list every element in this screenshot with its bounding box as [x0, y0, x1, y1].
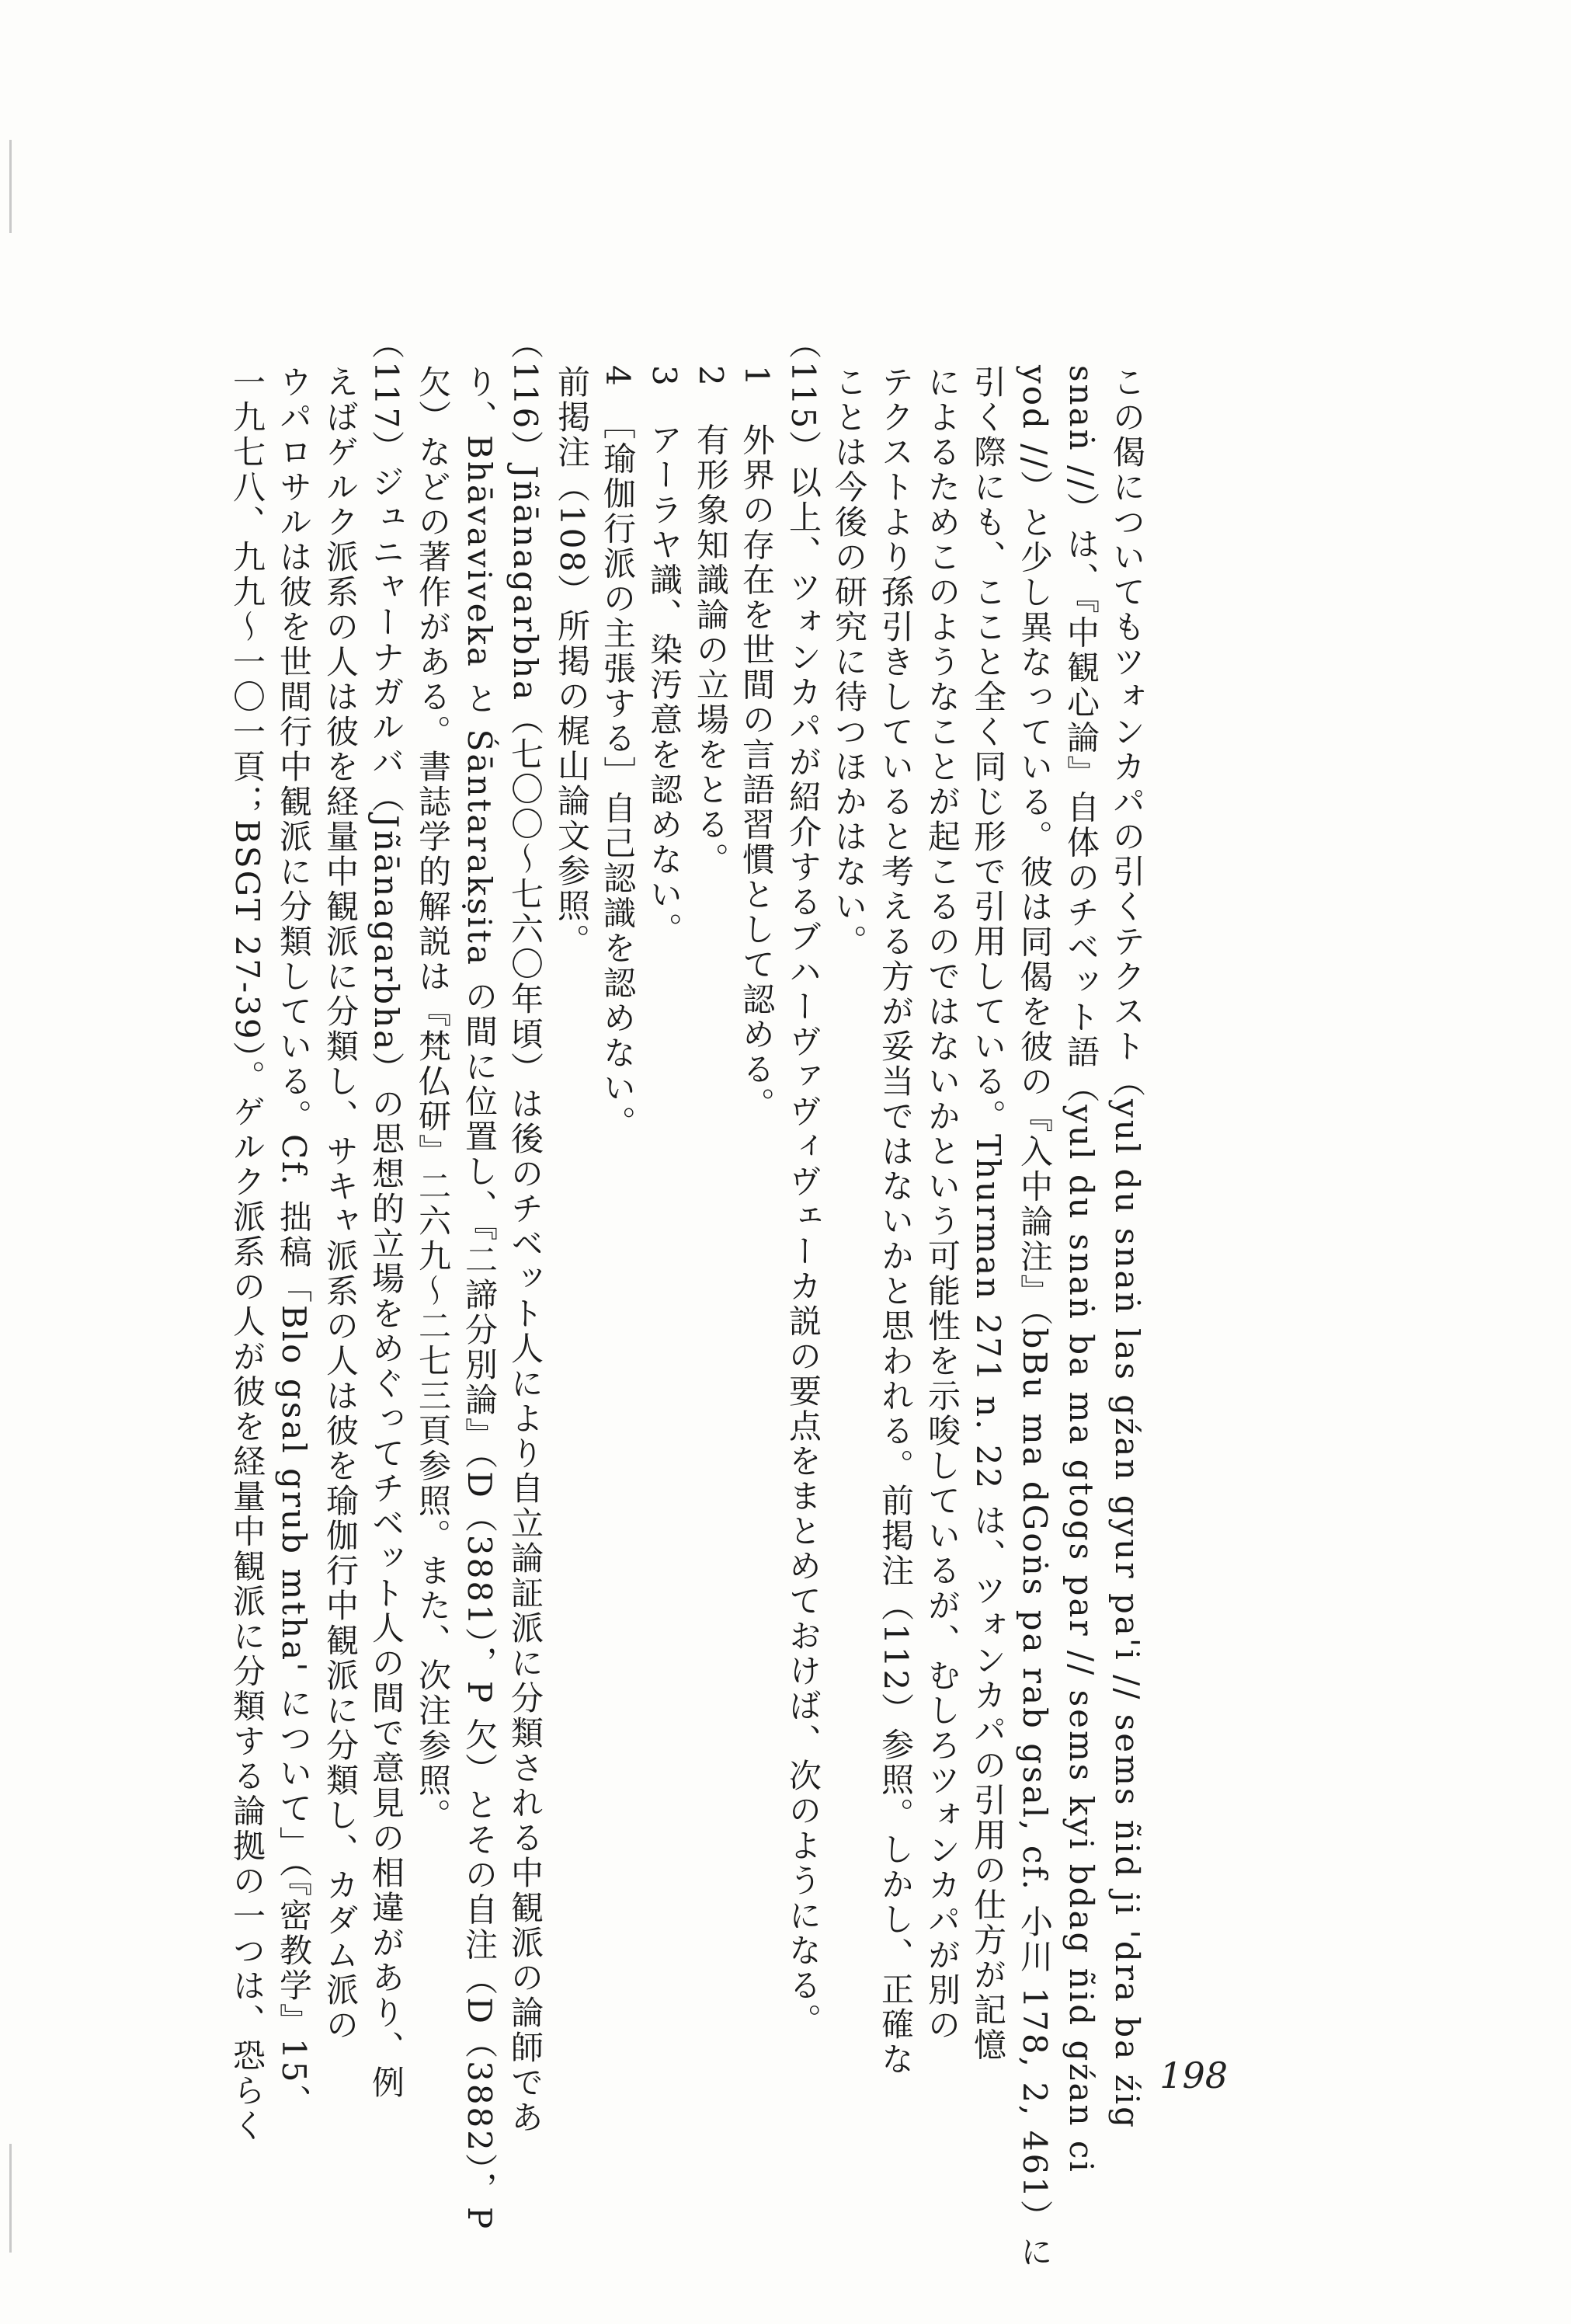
text-line: 引く際にも、ここと全く同じ形で引用している。Thurman 271 n. 22 は、ツォンカパの引用の仕方が記憶: [969, 365, 1007, 2063]
text-line: テクストより孫引きしていると考える方が妥当ではないかと思われる。前掲注（112）参照。しかし、正確な: [877, 365, 915, 2078]
text-line: 一九七八、九九～一〇一頁；BSGT 27-39）。ゲルク派系の人が彼を経量中観派に分類する論拠の一つは、恐らく: [228, 365, 266, 2144]
text-line: によるためこのようなことが起こるのではないかという可能性を示唆しているが、むしろツォンカパが別の: [923, 365, 961, 2043]
text-line: snaṅ //）は、『中観心論』自体のチベット語（yul du snaṅ ba ma gtogs par // sems kyi bdag ñid gźan ci: [1062, 365, 1100, 2174]
text-line: この偈についてもツォンカパの引くテクスト（yul du snaṅ las gźan gyur pa'i // sems ñid ji 'dra ba źig: [1108, 365, 1146, 2131]
text-line: えばゲルク派系の人は彼を経量中観派に分類し、サキャ派系の人は彼を瑜伽行中観派に分類し、カダム派の: [321, 365, 360, 2043]
list-item-4: 4 ［瑜伽行派の主張する］自己認識を認めない。: [599, 365, 637, 1141]
text-line: ことは今後の研究に待つほかはない。: [830, 365, 868, 959]
text-line: yod //）と少し異なっている。彼は同偈を彼の『入中論注』（bBu ma dGoṅs pa rab gsal, cf. 小川 178, 2, 461）に: [1016, 365, 1054, 2270]
footnote-116: （116）Jñānagarbha（七〇〇～七六〇年頃）は後のチベット人により自立論証派に分類される中観派の論師であ: [506, 326, 544, 2136]
list-item-2: 2 有形象知識論の立場をとる。: [692, 365, 730, 878]
text-line: ウパロサルは彼を世間行中観派に分類している。Cf. 拙稿「Blo gsal grub mtha' について」（『密教学』15、: [275, 365, 313, 2120]
text-line: り、Bhāvaviveka と Śāntarakṣita の間に位置し、『二諦分別論』（D（3881），P 欠）とその自注（D（3882），P: [461, 365, 499, 2232]
scan-edge-mark: [9, 140, 12, 233]
footnote-117: （117）ジュニャーナガルバ（Jñānagarbha）の思想的立場をめぐってチベット人の間で意見の相違があり、例: [367, 326, 405, 2101]
text-line: 欠）などの著作がある。書誌学的解説は『梵仏研』二六九～二七三頁参照。また、次注参照。: [414, 365, 452, 1833]
scan-edge-mark: [9, 2144, 12, 2253]
footnote-115: （115）以上、ツォンカパが紹介するブハーヴァヴィヴェーカ説の要点をまとめておけば、次のようになる。: [784, 326, 822, 2039]
page-number: 198: [1159, 2054, 1228, 2096]
list-item-3: 3 アーラヤ識、染汚意を認めない。: [645, 365, 683, 948]
list-item-1: 1 外界の存在を世間の言語習慣として認める。: [738, 365, 776, 1122]
text-line: 前掲注（108）所掲の梶山論文参照。: [553, 365, 591, 959]
